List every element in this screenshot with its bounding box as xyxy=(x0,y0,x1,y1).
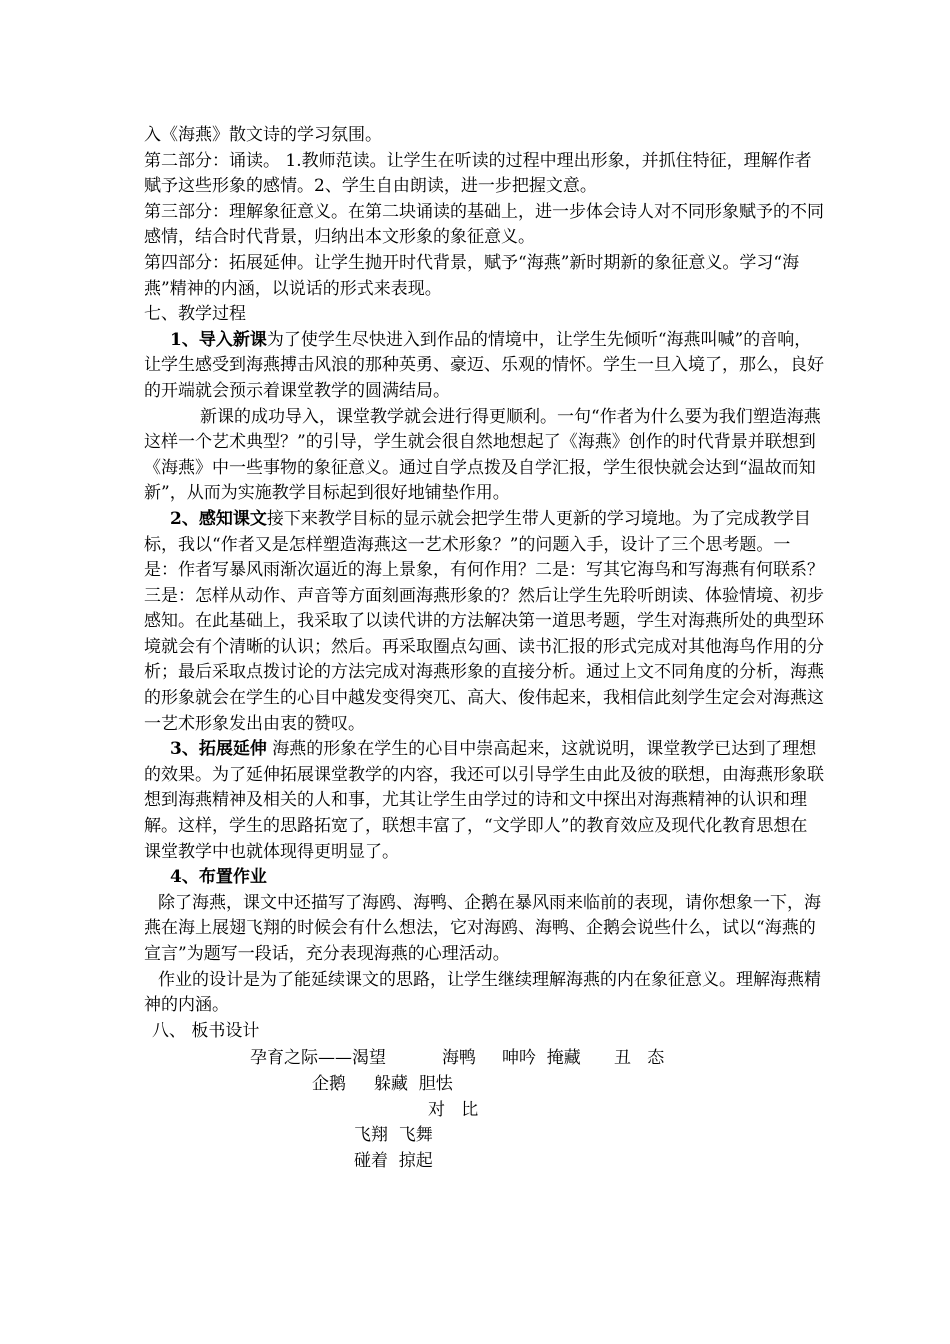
board-row3: 对 比 xyxy=(428,1099,479,1120)
section-4-paragraph-2: 作业的设计是为了能延续课文的思路，让学生继续理解海燕的内在象征意义。理解海燕精神的内涵。 xyxy=(144,969,821,1016)
paragraph-part-three: 第三部分：理解象征意义。在第二块诵读的基础上，进一步体会诗人对不同形象赋予的不同感情，结合时代背景，归纳出本文形象的象征意义。 xyxy=(144,201,824,248)
section-4-heading xyxy=(144,865,824,891)
board-row1-d: 丑 态 xyxy=(614,1048,665,1069)
paragraph-part-four: 第四部分：拓展延伸。让学生抛开时代背景，赋予“海燕”新时期新的象征意义。学习“海燕”精神的内涵，以说话的形式来表现。 xyxy=(144,252,800,299)
section-2 xyxy=(144,507,824,737)
section-3-text: 海燕的形象在学生的心目中崇高起来，这就说明，课堂教学已达到了理想的效果。为了延伸拓展课堂教学的内容，我还可以引导学生由此及彼的联想，由海燕形象联想到海燕精神及相关的人和事，尤其让学生由学过的诗和文中探出对海燕精神的认识和理解。这样，学生的思路拓宽了，联想丰富了，“文学即人”的教育效应及现代化教育思想在课堂教学中也就体现得更明显了。 xyxy=(144,739,824,862)
section-2-text: 接下来教学目标的显示就会把学生带人更新的学习境地。为了完成教学目标，我以“作者又是怎样塑造海燕这一艺术形象？”的问题入手，设计了三个思考题。一是：作者写暴风雨渐次逼近的海上景象，有何作用？二是：写其它海鸟和写海燕有何联系？三是：怎样从动作、声音等方面刻画海燕形象的？然后让学生先聆听朗读、体验情境、初步感知。在此基础上，我采取了以读代讲的方法解决第一道思考题，学生对海燕所处的典型环境就会有个清晰的认识；然后。再采取圈点勾画、读书汇报的形式完成对其他海鸟作用的分析；最后采取点拨讨论的方法完成对海燕形象的直接分析。通过上文不同角度的分析，海燕的形象就会在学生的心目中越发变得突兀、高大、俊伟起来，我相信此刻学生定会对海燕这一艺术形象发出由衷的赞叹。 xyxy=(144,508,824,734)
board-row5: 碰着 掠起 xyxy=(354,1150,433,1171)
board-design xyxy=(144,1046,824,1176)
section-4-title: 4、布置作业 xyxy=(170,867,267,888)
section-3-title: 3、拓展延伸 xyxy=(170,739,267,760)
board-row1-b: 海鸭 xyxy=(442,1048,476,1069)
section-3 xyxy=(144,737,824,865)
section-1-paragraph-2: 新课的成功导入，课堂教学就会进行得更顺利。一句“作者为什么要为我们塑造海燕这样一个艺术典型？”的引导，学生就会很自然地想起了《海燕》创作的时代背景并联想到《海燕》中一些事物的象征意义。通过自学点拨及自学汇报，学生很快就会达到“温故而知新”，从而为实施教学目标起到很好地铺垫作用。 xyxy=(144,406,821,504)
board-row1-c: 呻吟 掩藏 xyxy=(502,1048,581,1069)
board-row2-b: 躲藏 胆怯 xyxy=(374,1073,453,1094)
section-1-title: 1、导入新课 xyxy=(170,329,267,350)
paragraph-intro-end: 入《海燕》散文诗的学习氛围。 xyxy=(144,125,382,145)
heading-board-design: 八、 板书设计 xyxy=(152,1020,260,1041)
section-4-paragraph-1: 除了海燕，课文中还描写了海鸥、海鸭、企鹅在暴风雨来临前的表现，请你想象一下，海燕在海上展翅飞翔的时候会有什么想法，它对海鸥、海鸭、企鹅会说些什么，试以“海燕的宣言”为题写一段话，充分表现海燕的心理活动。 xyxy=(144,892,821,964)
board-row1-a: 孕育之际——渴望 xyxy=(250,1048,386,1069)
board-row2-a: 企鹅 xyxy=(312,1073,346,1094)
document-page xyxy=(144,123,824,1176)
board-row4: 飞翔 飞舞 xyxy=(354,1125,433,1146)
section-1 xyxy=(144,328,824,405)
paragraph-part-two: 第二部分：诵读。 1.教师范读。让学生在听读的过程中理出形象，并抓住特征，理解作者赋予这些形象的感情。2、学生自由朗读，进一步把握文意。 xyxy=(144,150,812,197)
heading-teaching-process: 七、教学过程 xyxy=(144,304,246,325)
section-2-title: 2、感知课文 xyxy=(170,508,267,529)
section-1-text: 为了使学生尽快进入到作品的情境中，让学生先倾听“海燕叫喊”的音响，让学生感受到海燕搏击风浪的那种英勇、豪迈、乐观的情怀。学生一旦入境了，那么，良好的开端就会预示着课堂教学的圆满结局。 xyxy=(144,329,824,401)
